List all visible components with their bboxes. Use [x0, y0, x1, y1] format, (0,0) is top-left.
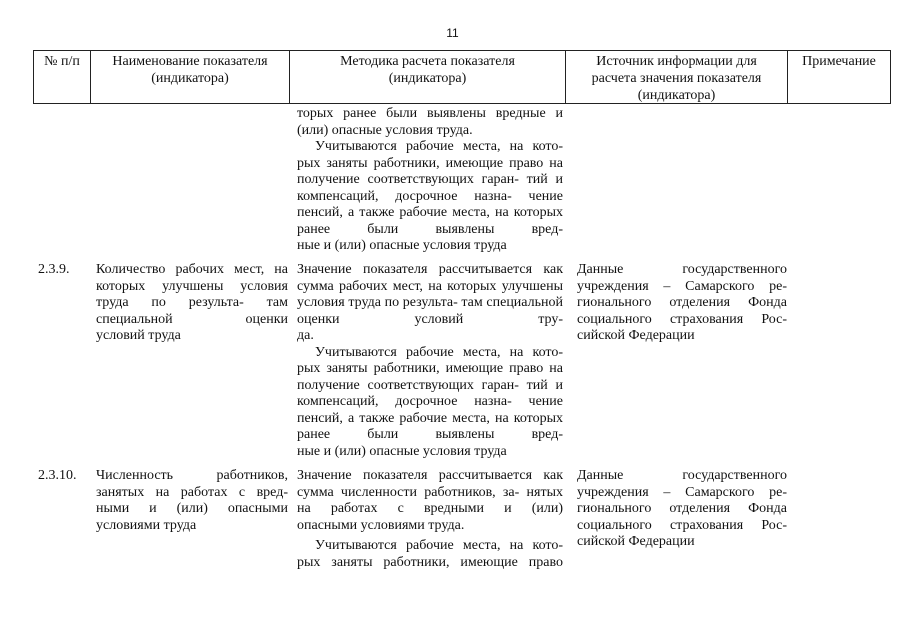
text-line: чение пенсий, а также рабочие места, [297, 188, 563, 220]
text-line: улучшены условия труда по результа- [297, 278, 564, 310]
text-line: Данные государственного [577, 262, 787, 277]
text-line: ные и (или) опасные условия труда [297, 443, 507, 459]
text-line: ными и (или) опасными [96, 501, 288, 516]
header-name-line: Наименование показателя [112, 54, 268, 69]
table-header [33, 50, 891, 104]
text-line: учреждения – Самарского ре- [577, 278, 787, 294]
header-source [566, 51, 788, 103]
text-line: опасными условиями труда. [297, 517, 465, 533]
text-line: на которых улучшены [96, 262, 288, 294]
indicator-name [96, 262, 288, 345]
text-line: торых ранее были выявлены вредные и [297, 106, 563, 121]
text-line: да. [297, 328, 314, 343]
header-source-line: (индикатора) [637, 88, 716, 103]
text-line: условия труда по результа- [96, 278, 288, 310]
page-number: 11 [446, 26, 459, 40]
text-line: Учитываются рабочие места, на кото- [315, 344, 563, 360]
text-line: там специальной оценки условий тру- [297, 295, 563, 327]
text-line: Учитываются рабочие места, на кото- [315, 538, 563, 553]
text-line: тий и компенсаций, досрочное назна- [297, 377, 563, 409]
text-line: чение пенсий, а также рабочие места, [297, 394, 563, 426]
text-line: сийской Федерации [577, 328, 695, 343]
text-line: социального страхования Рос- [577, 311, 787, 327]
text-line: нятых на работах с вредными и (или) [297, 484, 563, 516]
text-line: гионального отделения Фонда [577, 501, 787, 516]
header-source-line: Источник информации для [596, 54, 757, 69]
text-line: как сумма численности работников, за- [297, 468, 563, 500]
text-line: на которых ранее были выявлены вред- [297, 410, 563, 442]
text-line: рых заняты работники, имеющие право [297, 361, 544, 376]
text-line: учреждения – Самарского ре- [577, 484, 787, 500]
text-line: сийской Федерации [577, 534, 695, 549]
text-line: на получение соответствующих гаран- [297, 155, 564, 187]
text-line: занятых на работах с вред- [96, 484, 288, 500]
text-line: Учитываются рабочие места, на кото- [315, 139, 563, 154]
header-method-line: Методика расчета показателя [340, 54, 515, 69]
calculation-method [297, 262, 563, 460]
text-line: социального страхования Рос- [577, 517, 787, 533]
information-source [577, 468, 787, 551]
text-line: условиями труда [96, 517, 197, 533]
text-line: условий труда [96, 328, 181, 343]
information-source [577, 262, 787, 345]
text-line: ные и (или) опасные условия труда [297, 238, 507, 253]
header-method [290, 51, 566, 103]
indicator-name [96, 468, 288, 534]
text-line: Значение показателя рассчитывается [297, 262, 533, 277]
header-note: Примечание [788, 51, 891, 103]
row-number: 2.3.9. [38, 262, 70, 277]
text-line: тий и компенсаций, досрочное назна- [297, 172, 563, 204]
text-line: как сумма рабочих мест, на которых [297, 262, 563, 294]
calculation-method [297, 468, 563, 571]
text-line: (или) опасные условия труда. [297, 122, 473, 138]
text-line: там специальной оценки [96, 295, 289, 327]
text-line: Количество рабочих мест, [96, 262, 265, 277]
text-line: гионального отделения Фонда [577, 295, 787, 310]
text-line: рых заняты работники, имеющие право [297, 155, 544, 171]
text-line: Численность работников, [96, 468, 288, 483]
row-number: 2.3.10. [38, 468, 77, 483]
header-num: № п/п [34, 51, 91, 103]
text-line: на получение соответствующих гаран- [297, 361, 564, 393]
header-source-line: расчета значения показателя [591, 71, 762, 86]
text-line: на которых ранее были выявлены вред- [297, 205, 563, 237]
continuation-method [297, 106, 563, 255]
text-line: Данные государственного [577, 468, 787, 483]
header-method-line: (индикатора) [388, 71, 467, 86]
text-line: Значение показателя рассчитывается [297, 468, 533, 483]
header-name [91, 51, 290, 103]
text-line: рых заняты работники, имеющие право [297, 554, 563, 570]
header-name-line: (индикатора) [151, 71, 229, 86]
